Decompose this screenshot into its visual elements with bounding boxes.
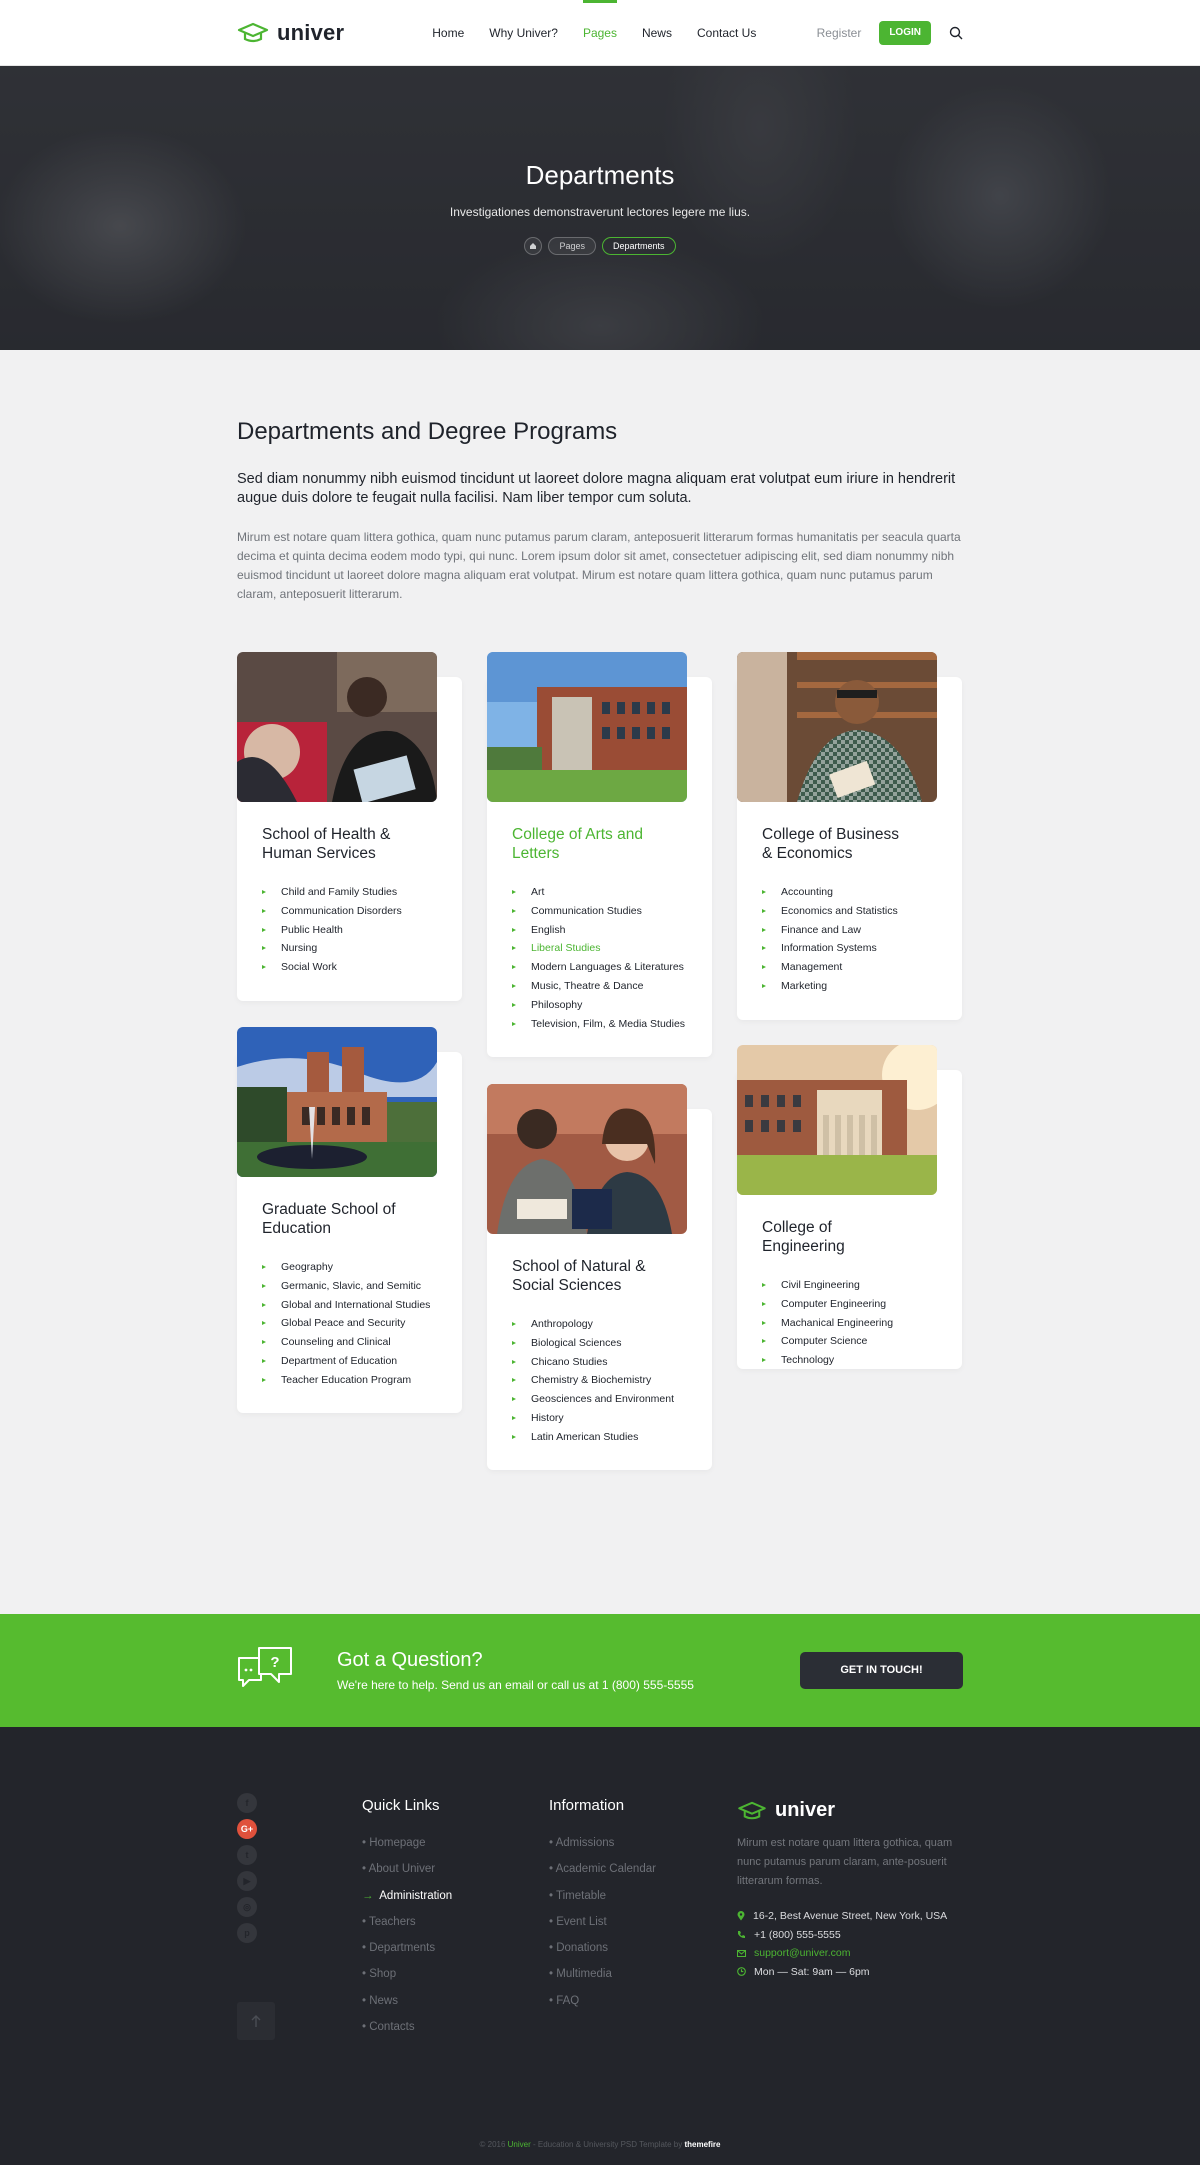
department-title[interactable]: College of Engineering: [762, 1219, 845, 1255]
cta-banner: [0, 1614, 1200, 1727]
list-item[interactable]: Counseling and Clinical: [262, 1333, 437, 1352]
list-item[interactable]: Global and International Studies: [262, 1296, 437, 1315]
copyright: © 2016 Univer - Education & University PSD Template by themefire: [479, 2140, 721, 2149]
list-item[interactable]: Public Health: [262, 921, 437, 940]
list-item[interactable]: Civil Engineering: [762, 1276, 937, 1295]
department-card[interactable]: [487, 1109, 712, 1470]
mail-icon: [737, 1950, 746, 1957]
list-item[interactable]: Technology: [762, 1351, 937, 1370]
list-item[interactable]: Communication Disorders: [262, 902, 437, 921]
information-column: [549, 1797, 656, 2014]
footer-link[interactable]: • About Univer: [362, 1863, 436, 1876]
department-photo-engineering: [737, 1045, 937, 1195]
lead-paragraph: Sed diam nonummy nibh euismod tincidunt ut laoreet dolore magna aliquam erat volutpat eum iriure in hendrerit augue duis dolore te feugait nulla facilisi. Nam liber tempor cum soluta.: [237, 471, 956, 506]
list-item[interactable]: Global Peace and Security: [262, 1314, 437, 1333]
list-item[interactable]: Marketing: [762, 977, 937, 996]
list-item[interactable]: Germanic, Slavic, and Semitic: [262, 1277, 437, 1296]
arrow-right-icon: →: [362, 1889, 374, 1902]
footer-link[interactable]: • Event List: [549, 1915, 607, 1928]
footer-logo[interactable]: [737, 1799, 962, 1822]
search-icon[interactable]: [949, 26, 963, 40]
list-item[interactable]: English: [512, 921, 687, 940]
scroll-top-button[interactable]: [237, 2002, 275, 2040]
footer-link[interactable]: • Teachers: [362, 1915, 416, 1928]
list-item[interactable]: Management: [762, 958, 937, 977]
list-item[interactable]: Social Work: [262, 958, 437, 977]
list-item[interactable]: Geosciences and Environment: [512, 1390, 687, 1409]
list-item[interactable]: Art: [512, 883, 687, 902]
department-list: [237, 883, 462, 977]
footer-link[interactable]: • Departments: [362, 1942, 436, 1955]
nav-contact-us[interactable]: Contact Us: [696, 26, 757, 40]
list-item[interactable]: Communication Studies: [512, 902, 687, 921]
copyright-author[interactable]: themefire: [684, 2140, 721, 2149]
map-pin-icon: [737, 1911, 745, 1921]
page-hero: [0, 66, 1200, 350]
list-item[interactable]: Economics and Statistics: [762, 902, 937, 921]
site-header: [0, 0, 1200, 66]
footer-link[interactable]: • FAQ: [549, 1994, 580, 2007]
list-item[interactable]: Geography: [262, 1258, 437, 1277]
breadcrumb-home[interactable]: [524, 237, 542, 255]
hero-subtitle: Investigationes demonstraverunt lectores legere me lius.: [449, 205, 751, 219]
department-list: [237, 1258, 462, 1390]
footer-link[interactable]: • Multimedia: [549, 1968, 612, 1981]
intro-section: [237, 350, 963, 1532]
graduation-cap-icon: [737, 1801, 767, 1821]
logo-text: univer: [277, 20, 345, 45]
phone[interactable]: +1 (800) 555-5555: [737, 1926, 962, 1945]
breadcrumb: [0, 237, 1200, 255]
facebook-icon[interactable]: f: [237, 1793, 257, 1813]
opening-hours: Mon — Sat: 9am — 6pm: [737, 1963, 962, 1982]
phone-icon: [737, 1930, 746, 1939]
department-title[interactable]: School of Health & Human Services: [262, 826, 391, 862]
list-item[interactable]: Chemistry & Biochemistry: [512, 1371, 687, 1390]
footer-link[interactable]: • News: [362, 1994, 398, 2007]
department-photo-natural-social: [487, 1084, 687, 1234]
cta-text: We're here to help. Send us an email or call us at 1 (800) 555-5555: [337, 1678, 694, 1692]
department-card[interactable]: [737, 677, 962, 1020]
list-item[interactable]: Anthropology: [512, 1315, 687, 1334]
footer-logo-text: univer: [775, 1799, 836, 1821]
about-column: [737, 1799, 962, 1981]
department-photo-education: [237, 1027, 437, 1177]
department-card[interactable]: [737, 1070, 962, 1369]
list-item[interactable]: Philosophy: [512, 996, 687, 1015]
main-nav: [432, 0, 756, 66]
department-card[interactable]: [237, 677, 462, 1001]
social-links: [237, 1793, 257, 1943]
breadcrumb-pages[interactable]: Pages: [548, 237, 596, 255]
nav-pages[interactable]: Pages: [583, 0, 617, 66]
list-item[interactable]: Child and Family Studies: [262, 883, 437, 902]
list-item[interactable]: Modern Languages & Literatures: [512, 958, 687, 977]
site-footer: [0, 1727, 1200, 2165]
department-title[interactable]: School of Natural & Social Sciences: [512, 1258, 646, 1294]
department-photo-health: [237, 652, 437, 802]
instagram-icon[interactable]: ◎: [237, 1897, 257, 1917]
department-card[interactable]: [237, 1052, 462, 1413]
list-item[interactable]: Chicano Studies: [512, 1353, 687, 1372]
body-paragraph: Mirum est notare quam littera gothica, quam nunc putamus parum claram, anteposuerit litterarum formas humanitatis per seacula quarta decima et quinta decima eodem modo typi, qui nunc. Lorem ipsum dolor sit amet, consectetuer adipiscing elit, sed diam nonummy nibh euismod tincidunt ut laoreet dolore magna aliquam erat volutpat. Mirum est notare quam littera gothica, quam nunc putamus parum claram, anteposuerit litterarum.: [237, 530, 961, 601]
list-item[interactable]: Liberal Studies: [512, 939, 687, 958]
department-title[interactable]: Graduate School of Education: [262, 1201, 396, 1237]
department-list: [487, 883, 712, 1033]
department-photo-arts: [487, 652, 687, 802]
twitter-icon[interactable]: t: [237, 1845, 257, 1865]
footer-link[interactable]: • Homepage: [362, 1837, 426, 1849]
footer-link[interactable]: • Timetable: [549, 1889, 607, 1902]
clock-icon: [737, 1967, 746, 1976]
department-title[interactable]: College of Business & Economics: [762, 826, 899, 862]
nav-news[interactable]: News: [641, 26, 672, 40]
department-list: [737, 883, 962, 996]
page-title: Departments: [525, 160, 675, 190]
quick-links-title: Quick Links: [362, 1797, 440, 1814]
login-button[interactable]: LOGIN: [879, 21, 931, 45]
nav-home[interactable]: Home: [432, 26, 465, 40]
information-title: Information: [549, 1797, 625, 1814]
email-link[interactable]: support@univer.com: [737, 1944, 962, 1963]
get-in-touch-button[interactable]: GET IN TOUCH!: [800, 1652, 963, 1689]
copyright-brand[interactable]: Univer: [507, 2140, 531, 2149]
question-chat-icon: [237, 1646, 293, 1696]
list-item[interactable]: Computer Engineering: [762, 1295, 937, 1314]
list-item[interactable]: Nursing: [262, 939, 437, 958]
list-item[interactable]: Computer Science: [762, 1332, 937, 1351]
footer-link[interactable]: • Contacts: [362, 2021, 415, 2034]
register-link[interactable]: Register: [816, 26, 862, 40]
quick-links-column: [362, 1797, 452, 2040]
departments-grid: [237, 652, 963, 1532]
section-title: Departments and Degree Programs: [237, 418, 618, 445]
list-item[interactable]: Latin American Studies: [512, 1428, 687, 1447]
pinterest-icon[interactable]: p: [237, 1923, 257, 1943]
graduation-cap-icon: [237, 22, 269, 44]
footer-link[interactable]: • Shop: [362, 1968, 397, 1981]
list-item[interactable]: History: [512, 1409, 687, 1428]
footer-link[interactable]: • Academic Calendar: [549, 1863, 656, 1876]
breadcrumb-departments: Departments: [602, 237, 676, 255]
list-item[interactable]: Teacher Education Program: [262, 1371, 437, 1390]
footer-link[interactable]: • Admissions: [549, 1837, 615, 1849]
youtube-icon[interactable]: ▶: [237, 1871, 257, 1891]
footer-link-active[interactable]: → Administration: [362, 1889, 453, 1902]
list-item[interactable]: Finance and Law: [762, 921, 937, 940]
footer-link[interactable]: • Donations: [549, 1942, 609, 1955]
department-title[interactable]: College of Arts and Letters: [512, 826, 643, 862]
svg-text:?: ?: [270, 1653, 280, 1671]
contact-list: [737, 1907, 962, 1981]
department-list: [737, 1276, 962, 1370]
list-item[interactable]: Biological Sciences: [512, 1334, 687, 1353]
address: 16-2, Best Avenue Street, New York, USA: [737, 1907, 962, 1926]
home-icon: [529, 242, 537, 250]
list-item[interactable]: Television, Film, & Media Studies: [512, 1015, 687, 1034]
list-item[interactable]: Music, Theatre & Dance: [512, 977, 687, 996]
department-card[interactable]: [487, 677, 712, 1057]
department-list: [487, 1315, 712, 1447]
footer-about: Mirum est notare quam littera gothica, quam nunc putamus parum claram, ante-posuerit litterarum formas.: [737, 1837, 953, 1887]
nav-why-univer[interactable]: Why Univer?: [489, 26, 558, 40]
department-photo-business: [737, 652, 937, 802]
arrow-up-icon: [251, 2014, 261, 2028]
logo[interactable]: [237, 20, 344, 46]
list-item[interactable]: Department of Education: [262, 1352, 437, 1371]
cta-title: Got a Question?: [337, 1649, 483, 1671]
list-item[interactable]: Accounting: [762, 883, 937, 902]
list-item[interactable]: Information Systems: [762, 939, 937, 958]
list-item[interactable]: Machanical Engineering: [762, 1314, 937, 1333]
google-plus-icon[interactable]: G+: [237, 1819, 257, 1839]
